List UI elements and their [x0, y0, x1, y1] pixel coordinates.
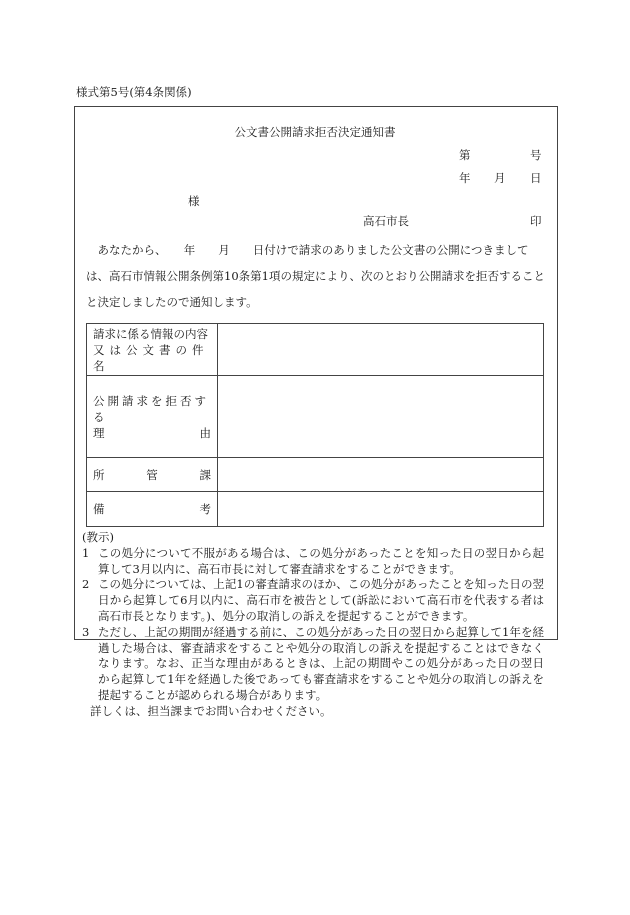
instructions-section	[82, 530, 544, 720]
instruction-text: この処分について不服がある場合は、この処分があったことを知った日の翌日から起算して3月以内に、高石市長に対して審査請求をすることができます。	[98, 545, 544, 576]
notice-body	[86, 237, 546, 315]
body-line-2: は、高石市情報公開条例第10条第1項の規定により、次のとおり公開請求を拒否すること	[86, 269, 545, 283]
issuer-name: 高石市長	[363, 214, 409, 228]
body-line-1: あなたから、 年 月 日付けで請求のありました公文書の公開につきまして	[97, 243, 529, 257]
date-day: 日	[530, 171, 542, 185]
table-row	[87, 492, 544, 527]
info-table	[86, 323, 544, 527]
table-row	[87, 458, 544, 492]
label-text: 理	[93, 425, 105, 440]
label-text: 考	[199, 502, 211, 516]
instruction-item	[82, 546, 544, 578]
instruction-text: この処分については、上記1の審査請求のほか、この処分があったことを知った日の翌日から起算して6月以内に、高石市を被告として(訴訟において高石市を代表する者は高石市長となります。)、処分の取消しの訴えを提起することができます。	[98, 577, 544, 623]
table-value-department	[218, 458, 544, 492]
table-label-department	[87, 458, 218, 492]
body-line-3: と決定しましたので通知します。	[86, 295, 258, 309]
table-value-remarks	[218, 492, 544, 527]
document-title: 公文書公開請求拒否決定通知書	[234, 125, 396, 139]
form-number-label: 様式第5号(第4条関係)	[76, 85, 192, 99]
number-prefix: 第	[459, 148, 471, 162]
table-label-refusal-reason	[87, 376, 218, 458]
label-text: 所	[93, 467, 105, 482]
date-year: 年	[459, 171, 471, 185]
table-row	[87, 324, 544, 376]
label-text: 又は公文書の件名	[93, 342, 209, 373]
table-label-remarks	[87, 492, 218, 527]
instruction-item	[82, 625, 544, 704]
instruction-text: ただし、上記の期間が経過する前に、この処分があった日の翌日から起算して1年を経過した場合は、審査請求をすることや処分の取消しの訴えを提起することはできなくなります。なお、正当な理由があるときは、上記の期間やこの処分があった日の翌日から起算して1年を経過した後であっても審査請求をすることや処分の取消しの訴えを提起することが認められる場合があります。	[98, 624, 544, 702]
instruction-number: 3	[82, 624, 90, 639]
addressee-suffix: 様	[188, 194, 200, 208]
label-line	[93, 501, 211, 517]
date-month: 月	[494, 171, 506, 185]
label-line	[93, 467, 211, 483]
table-row	[87, 376, 544, 458]
label-text: 課	[199, 467, 211, 482]
instruction-item	[82, 577, 544, 624]
label-text: 公開請求を拒否する	[93, 393, 209, 424]
instructions-heading: (教示)	[82, 530, 114, 544]
number-suffix: 号	[530, 148, 542, 162]
table-value-refusal-reason	[218, 376, 544, 458]
label-text: 管	[146, 467, 158, 482]
label-line	[93, 326, 211, 342]
label-text: 由	[199, 425, 211, 440]
table-value-request-content	[218, 324, 544, 376]
label-text: 請求に係る情報の内容	[93, 326, 208, 341]
seal-mark: 印	[530, 214, 542, 228]
instruction-number: 1	[82, 545, 90, 560]
label-line	[93, 425, 211, 441]
instruction-number: 2	[82, 577, 90, 592]
label-text: 備	[93, 502, 105, 516]
instructions-closing: 詳しくは、担当課までお問い合わせください。	[90, 703, 332, 718]
table-label-request-content	[87, 324, 218, 376]
